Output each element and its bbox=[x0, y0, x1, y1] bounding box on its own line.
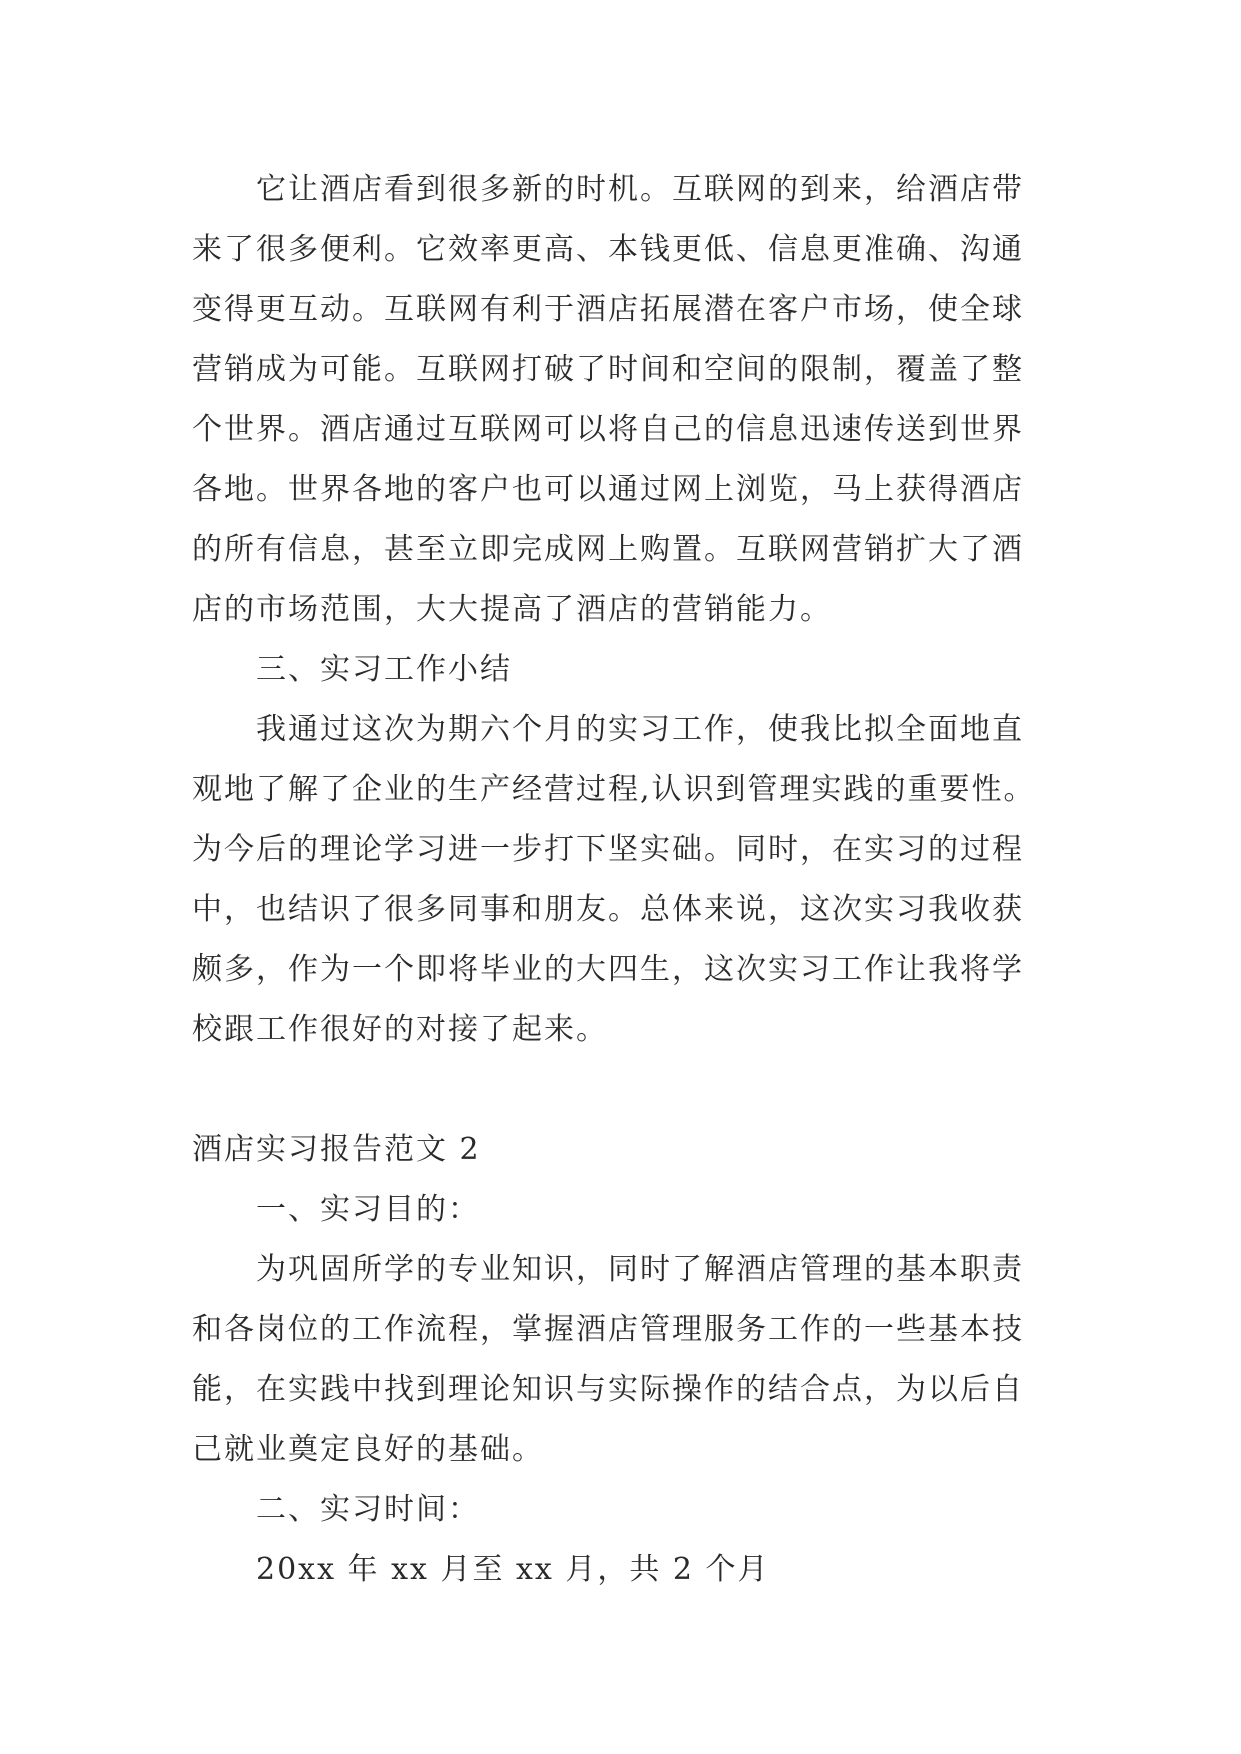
paragraph-internet-marketing: 它让酒店看到很多新的时机。互联网的到来，给酒店带来了很多便利。它效率更高、本钱更低、信息更准确、沟通变得更互动。互联网有利于酒店拓展潜在客户市场，使全球营销成为可能。互联网打破了时间和空间的限制，覆盖了整个世界。酒店通过互联网可以将自己的信息迅速传送到世界各地。世界各地的客户也可以通过网上浏览，马上获得酒店的所有信息，甚至立即完成网上购置。互联网营销扩大了酒店的市场范围，大大提高了酒店的营销能力。 bbox=[192, 172, 1024, 627]
paragraph-internship-time: 20xx 年 xx 月至 xx 月，共 2 个月 bbox=[256, 1552, 770, 1587]
document-body bbox=[192, 160, 1052, 1600]
section-spacer bbox=[192, 1060, 1052, 1120]
report-title: 酒店实习报告范文 2 bbox=[192, 1132, 481, 1167]
section-heading-internship-purpose: 一、实习目的： bbox=[256, 1192, 480, 1227]
paragraph-internship-purpose: 为巩固所学的专业知识，同时了解酒店管理的基本职责和各岗位的工作流程，掌握酒店管理服务工作的一些基本技能，在实践中找到理论知识与实际操作的结合点，为以后自己就业奠定良好的基础。 bbox=[192, 1252, 1024, 1467]
section-heading-internship-summary: 三、实习工作小结 bbox=[256, 652, 512, 687]
section-heading-internship-time: 二、实习时间： bbox=[256, 1492, 480, 1527]
paragraph-internship-summary: 我通过这次为期六个月的实习工作，使我比拟全面地直观地了解了企业的生产经营过程,认识到管理实践的重要性。为今后的理论学习进一步打下坚实础。同时，在实习的过程中，也结识了很多同事和朋友。总体来说，这次实习我收获颇多，作为一个即将毕业的大四生，这次实习工作让我将学校跟工作很好的对接了起来。 bbox=[192, 712, 1036, 1047]
